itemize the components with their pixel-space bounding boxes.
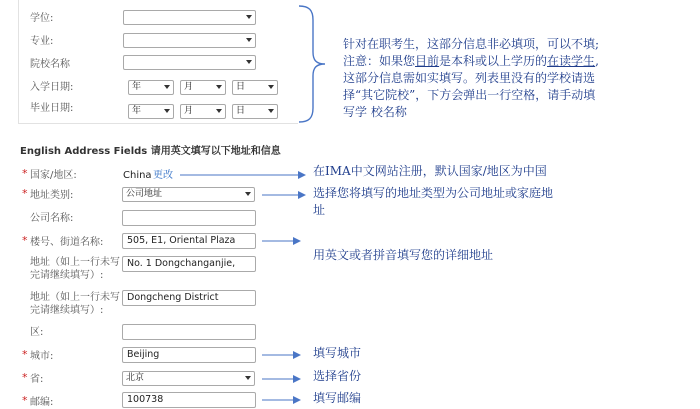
chevron-down-icon (268, 85, 274, 89)
required-mark: * (22, 348, 28, 361)
note-line: 选择您将填写的地址类型为公司地址或家庭地 (313, 186, 554, 200)
panel-border-bottom (18, 123, 298, 124)
address-type-note (313, 185, 613, 219)
start-date-label: 入学日期: (30, 82, 74, 93)
note-text: 注意：如果您 (343, 54, 416, 68)
required-mark: * (22, 187, 28, 200)
required-mark: * (22, 234, 28, 247)
chevron-down-icon (246, 38, 252, 42)
school-select[interactable] (123, 55, 256, 70)
province-select[interactable] (122, 371, 255, 386)
district-label: 区: (30, 327, 44, 338)
degree-label: 学位: (30, 13, 54, 24)
note-underline: 目前 (415, 54, 440, 68)
note-underline: 在读学生 (547, 54, 596, 68)
brace-icon (295, 4, 335, 124)
company-label: 公司名称: (30, 213, 74, 224)
zip-label: 邮编: (30, 397, 54, 408)
chevron-down-icon (268, 109, 274, 113)
address-type-label: 地址类别: (30, 190, 74, 201)
chevron-down-icon (246, 60, 252, 64)
province-value: 北京 (126, 373, 145, 383)
major-select[interactable] (123, 33, 256, 48)
zip-field[interactable]: 100738 (122, 392, 256, 408)
start-year-select[interactable] (128, 80, 174, 95)
school-label: 院校名称 (30, 59, 70, 70)
start-day-value: 日 (236, 82, 246, 92)
note-line: 这部分信息需如实填写。列表里没有的学校请选 (343, 71, 596, 85)
chevron-down-icon (164, 109, 170, 113)
end-day-select[interactable] (232, 104, 278, 119)
education-note (343, 36, 693, 121)
address-type-value: 公司地址 (126, 189, 163, 199)
required-mark: * (22, 394, 28, 407)
street-label: 楼号、街道名称: (30, 237, 104, 248)
chevron-down-icon (246, 15, 252, 19)
city-field[interactable]: Beijing (122, 347, 256, 363)
start-month-select[interactable] (180, 80, 226, 95)
chevron-down-icon (245, 376, 251, 380)
chevron-down-icon (216, 85, 222, 89)
province-label: 省: (30, 374, 44, 385)
start-day-select[interactable] (232, 80, 278, 95)
chevron-down-icon (216, 109, 222, 113)
start-year-value: 年 (132, 82, 142, 92)
country-note: 在IMA中文网站注册，默认国家/地区为中国 (313, 164, 547, 178)
note-line: 写学 校名称 (343, 105, 407, 119)
degree-select[interactable] (123, 10, 256, 25)
end-year-select[interactable] (128, 104, 174, 119)
company-field[interactable] (122, 210, 256, 226)
required-mark: * (22, 371, 28, 384)
note-text: 是本科或以上学历的 (439, 54, 548, 68)
country-value: China (123, 170, 152, 181)
start-month-value: 月 (184, 82, 194, 92)
end-year-value: 年 (132, 106, 142, 116)
major-label: 专业: (30, 36, 54, 47)
end-month-value: 月 (184, 106, 194, 116)
required-mark: * (22, 167, 28, 180)
change-country-link[interactable]: 更改 (153, 170, 173, 181)
country-label: 国家/地区: (30, 170, 77, 181)
address-type-select[interactable] (122, 187, 255, 202)
end-month-select[interactable] (180, 104, 226, 119)
address3-field[interactable]: Dongcheng District (122, 290, 256, 306)
note-line: 针对在职考生，这部分信息非必填项，可以不填; (343, 37, 600, 51)
address3-label: 地址（如上一行未写完请继续填写）: (30, 292, 120, 316)
street-field[interactable]: 505, E1, Oriental Plaza (122, 233, 256, 249)
chevron-down-icon (164, 85, 170, 89)
city-note: 填写城市 (313, 346, 362, 360)
section-title: English Address Fields 请用英文填写以下地址和信息 (20, 146, 281, 157)
end-date-label: 毕业日期: (30, 103, 74, 114)
district-field[interactable] (122, 324, 256, 340)
note-line (343, 53, 693, 70)
street-note: 用英文或者拼音填写您的详细地址 (313, 248, 494, 262)
province-note: 选择省份 (313, 369, 362, 383)
end-day-value: 日 (236, 106, 246, 116)
address2-label: 地址（如上一行未写完请继续填写）: (30, 257, 120, 281)
address2-field[interactable]: No. 1 Dongchanganjie, (122, 256, 256, 272)
zip-note: 填写邮编 (313, 391, 362, 405)
city-label: 城市: (30, 351, 54, 362)
note-line: 址 (313, 203, 326, 217)
chevron-down-icon (245, 192, 251, 196)
panel-border-left (18, 0, 19, 124)
note-text: , (595, 54, 599, 68)
note-line: 择“其它院校”，下方会弹出一行空格，请手动填 (343, 88, 596, 102)
